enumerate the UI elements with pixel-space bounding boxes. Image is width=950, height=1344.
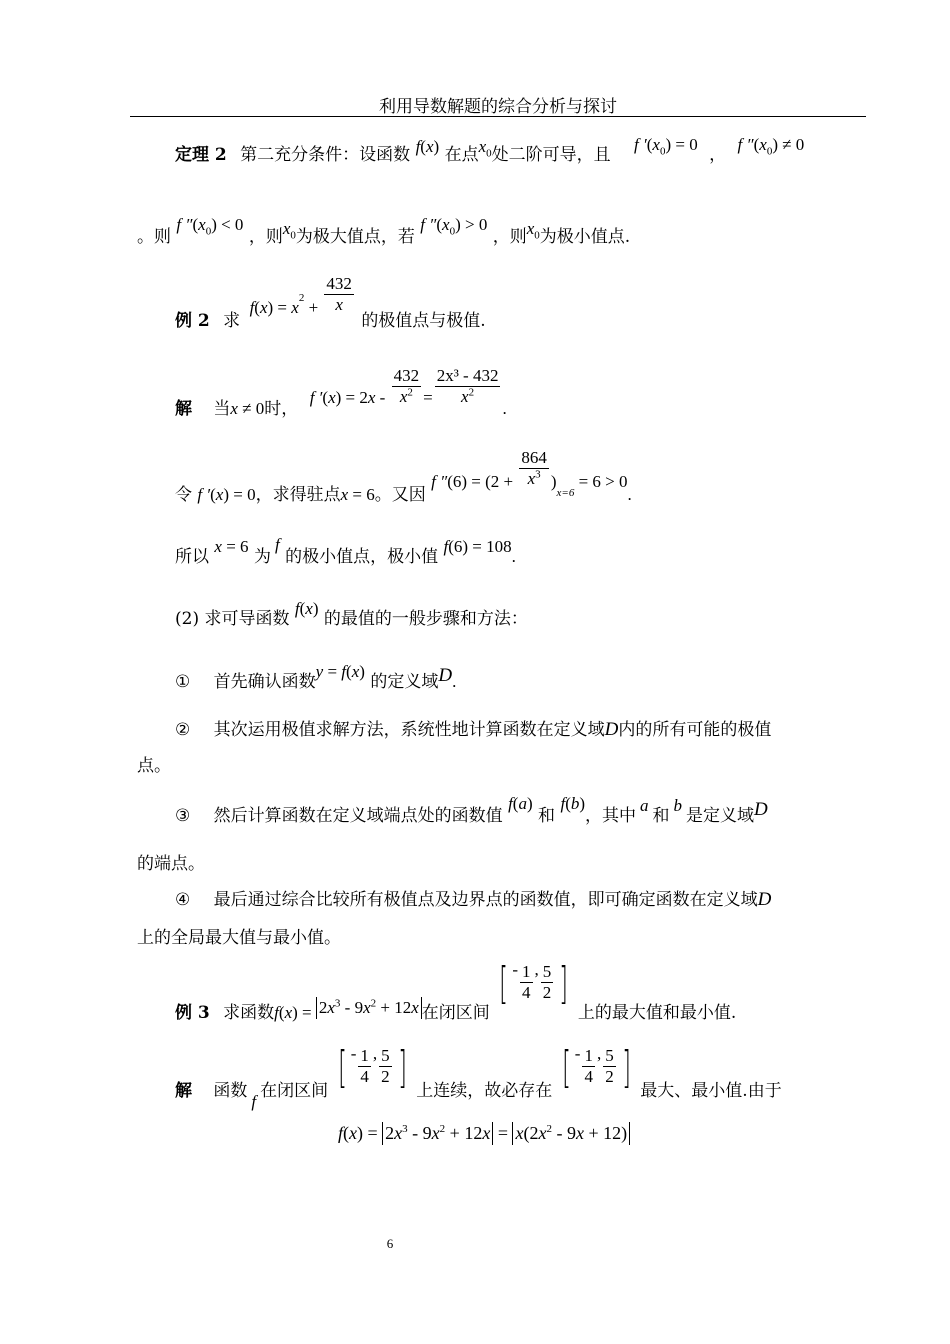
formula-fa: f	[508, 794, 513, 813]
step2-line2	[137, 758, 171, 775]
theorem-text: ，则	[248, 227, 283, 247]
page-header: 利用导数解题的综合分析与探讨	[379, 97, 617, 117]
solution2-line3: 所以 x = 6 为f 的极小值点，极小值 f(6) = 108.	[175, 535, 516, 567]
formula-fx: f	[415, 137, 421, 156]
solution-text: 最大、最小值.由于	[640, 1080, 782, 1101]
formula-f: f	[251, 1091, 257, 1111]
solution-text: 在闭区间	[260, 1080, 329, 1101]
fraction-derivative-combined: $\frac{\text{2x³ - 432}}{x^2}$	[436, 366, 499, 407]
solution-text: 的极小值点，极小值	[285, 547, 439, 567]
example2-line: 例 2 求 $f(x) = x^2$ + $\frac{432}{x}$ 的极值点与极值.	[175, 274, 486, 332]
formula-x-nonzero: x	[230, 399, 238, 419]
step-marker: ③	[175, 806, 191, 826]
theorem-text: 为极大值点，若	[295, 227, 415, 247]
steps-text: 和	[652, 806, 670, 826]
example-text: 求	[223, 311, 241, 332]
solution-text: 函数	[213, 1080, 248, 1101]
steps-text: 的定义域	[370, 672, 439, 692]
formula-second-derivative-negative: f ″	[176, 215, 193, 234]
example-text: 上的最大值和最小值.	[577, 1002, 737, 1023]
theorem2-line1: 定理 2 第二充分条件：设函数 f(x) 在点$x_0$处二阶可导，且 f $'(x_0) = 0$ ， f $''(x_0) \ne 0$	[175, 135, 805, 165]
steps-text: 最后通过综合比较所有极值点及边界点的函数值，即可确定函数在定义域	[213, 890, 758, 910]
formula-x0: $x_0$	[478, 137, 492, 160]
solution2-line1: 解 当x ≠ 0时， f ′(x) = 2x - $\frac{432}{x^2}$ = $\frac{\text{2x³ - 432}}{x^2}$ .	[175, 366, 507, 420]
formula-domain-D: D	[757, 889, 772, 910]
formula-domain-D: D	[754, 799, 768, 820]
formula-fx: f	[294, 599, 300, 618]
steps-text: 和	[538, 806, 556, 826]
formula-f: f	[274, 535, 280, 554]
formula-derivative-zero: f ′	[197, 485, 211, 505]
formula-example2-fx: f	[249, 298, 255, 318]
formula-domain-D: D	[604, 719, 619, 740]
formula-second-derivative-positive: f ″	[420, 215, 437, 234]
steps-text: 首先确认函数	[213, 672, 316, 692]
step-marker: ④	[175, 890, 191, 910]
solution-text: ，求得驻点	[255, 485, 341, 506]
steps-text: 的最值的一般步骤和方法：	[323, 609, 528, 629]
step4-line1	[175, 890, 771, 909]
formula-stationary-point: x	[340, 485, 349, 505]
solution-text: 令	[175, 485, 192, 506]
formula-second-derivative-at-6: f ″	[431, 472, 448, 492]
theorem-text: 。则	[137, 227, 171, 247]
formula-y-fx: y	[315, 662, 324, 681]
fraction-432-over-x2: $\frac{432}{x^2}$	[393, 366, 420, 407]
solution-label: 解	[175, 1080, 192, 1101]
theorem-text: 第二充分条件：设函数	[240, 145, 411, 165]
steps-intro: (2) 求可导函数 f(x) 的最值的一般步骤和方法：	[175, 599, 528, 629]
solution-text: 当	[213, 399, 231, 420]
theorem-text: ，	[709, 145, 727, 165]
formula-x0: $x_0$	[282, 219, 296, 242]
formula-first-derivative: f ′	[309, 388, 323, 408]
fraction-432-over-x: $\frac{432}{x}$	[326, 274, 352, 315]
formula-abs-poly: $2x^3 - 9x^2 + 12x$	[316, 997, 422, 1019]
steps-text: 然后计算函数在定义域端点处的函数值	[213, 806, 503, 826]
formula-b: b	[673, 796, 683, 815]
example-label: 例 2	[175, 311, 210, 332]
formula-fb: f	[560, 794, 566, 813]
formula-a: a	[640, 796, 649, 815]
formula-x-equals-6: x	[214, 537, 222, 556]
formula-min-value: f	[443, 537, 449, 556]
theorem2-line2: 。则 f $''(x_0) < 0$ ，则$x_0$为极大值点，若 f $''(x_0) > 0$ ，则$x_0$为极小值点.	[137, 215, 631, 247]
solution-text: 所以	[175, 547, 209, 567]
theorem-text: ，则	[492, 227, 527, 247]
theorem-text: 处二阶可导，且	[491, 145, 611, 165]
steps-text: 其次运用极值求解方法，系统性地计算函数在定义域	[213, 720, 605, 740]
solution3-line	[175, 1042, 782, 1111]
step4-line2	[137, 930, 341, 947]
steps-text: 的端点。	[137, 854, 205, 874]
header-rule	[130, 116, 866, 117]
step1: ① 首先确认函数y = f(x) 的定义域D.	[175, 662, 457, 692]
steps-text: 点。	[137, 756, 171, 776]
solution-text: 为	[253, 547, 271, 567]
theorem-label: 定理 2	[175, 145, 227, 165]
formula-first-derivative-zero: f ′	[634, 135, 647, 154]
theorem-text: 在点	[444, 145, 479, 165]
solution-text: 上连续，故必存在	[416, 1080, 553, 1101]
theorem-text: 为极小值点.	[539, 227, 631, 247]
steps-text: (2) 求可导函数	[175, 609, 290, 629]
step3-line1: ③ 然后计算函数在定义域端点处的函数值 f(a) 和 f(b)，其中a和b是定义域D	[175, 794, 768, 826]
interval-bracket: [ - $\frac{1}{4}$ , $\frac{5}{2}$ ]	[499, 958, 569, 1009]
example-text: 求函数	[223, 1002, 275, 1023]
step2-line1	[175, 720, 771, 739]
solution-text: 时，	[264, 399, 299, 420]
step-marker: ①	[175, 672, 191, 692]
interval-bracket: [ - $\frac{1}{4}$ , $\frac{5}{2}$ ]	[561, 1042, 631, 1093]
page-number: 6	[386, 1236, 394, 1251]
interval-bracket: [ - $\frac{1}{4}$ , $\frac{5}{2}$ ]	[337, 1042, 407, 1093]
solution-text: 。又因	[374, 485, 426, 506]
steps-text: ，其中	[585, 806, 637, 826]
fraction-864-over-x3: $\frac{864}{x^3}$	[521, 448, 547, 489]
step3-line2	[137, 856, 205, 873]
example3-line: 例 3 求函数$f(x) = 2x^3 - 9x^2 + 12x$ 在闭区间 [ - $\frac{1}{4}$ , $\frac{5}{2}$ ] 上的最大值和最小值.	[175, 958, 737, 1023]
example-text: 的极值点与极值.	[361, 311, 486, 332]
steps-text: 是定义域	[686, 806, 755, 826]
step-marker: ②	[175, 720, 191, 740]
solution-label: 解	[175, 399, 192, 420]
solution2-line2: 令 f ′(x) = 0，求得驻点x = 6。又因 f ″(6) = (2 + $\frac{864}{x^3}$ )$_{x=6} = 6 > 0$.	[175, 448, 632, 506]
formula-second-derivative-nonzero: f ″	[737, 135, 754, 154]
display-equation: $f(x) = 2x^3 - 9x^2 + 12x = x(2x^2 - 9x + 12)$	[338, 1122, 630, 1145]
steps-text: 上的全局最大值与最小值。	[137, 928, 341, 948]
formula-x0: $x_0$	[526, 219, 540, 242]
formula-example3-fx: f	[274, 1002, 279, 1022]
formula-domain-D: D	[438, 665, 453, 686]
steps-text: 内的所有可能的极值	[618, 720, 772, 740]
example-text: 在闭区间	[421, 1002, 490, 1023]
example-label: 例 3	[175, 1002, 210, 1023]
